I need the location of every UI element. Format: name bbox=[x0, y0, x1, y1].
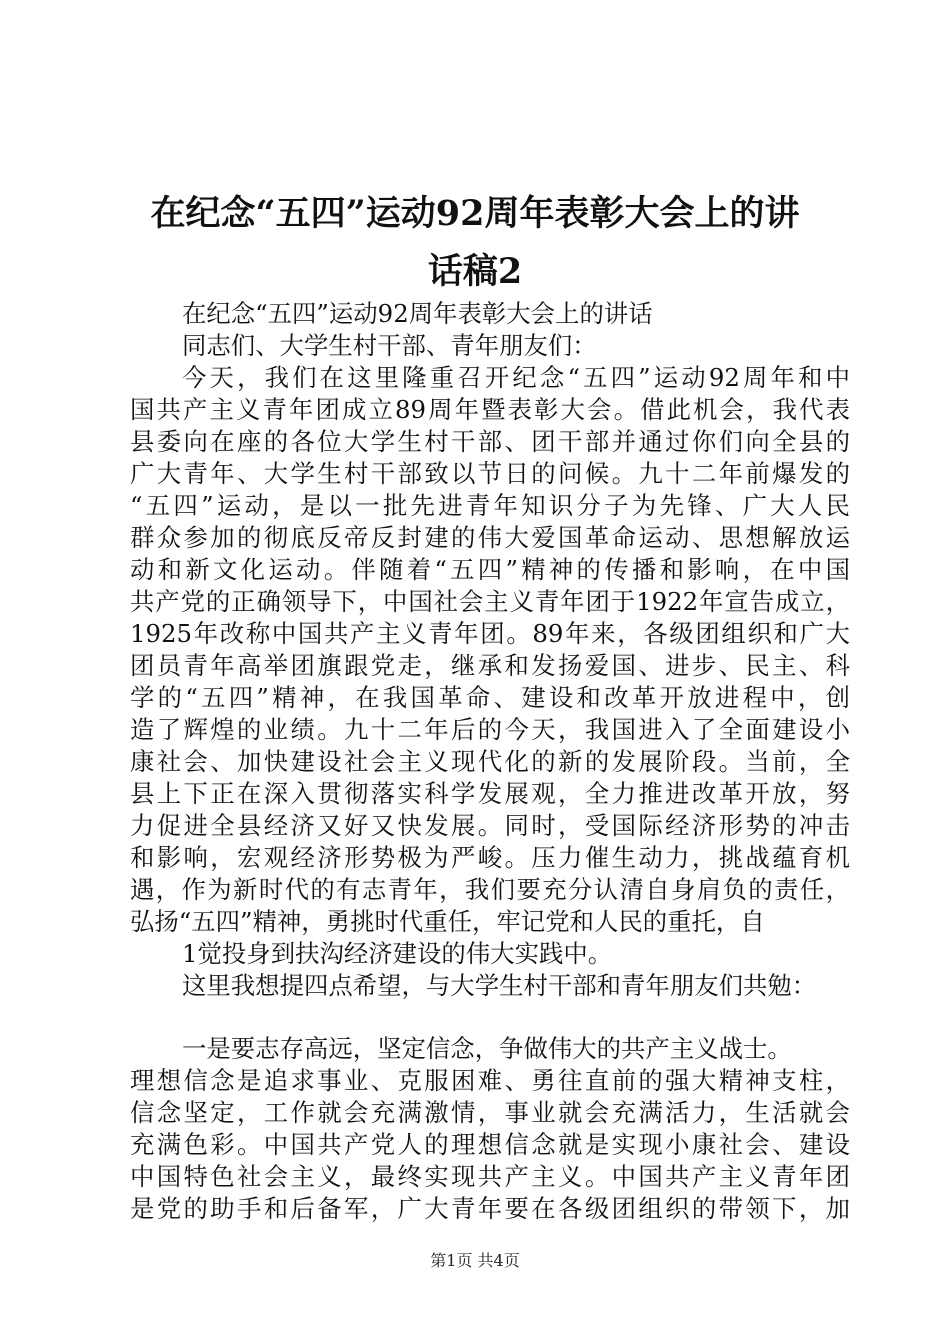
body-line: “五四”运动，是以一批先进青年知识分子为先锋、广大人民 bbox=[130, 491, 850, 520]
body-line: 动和新文化运动。伴随着“五四”精神的传播和影响，在中国 bbox=[130, 555, 850, 584]
body-line: 和影响，宏观经济形势极为严峻。压力催生动力，挑战蕴育机 bbox=[130, 843, 850, 872]
body-line: 县上下正在深入贯彻落实科学发展观，全力推进改革开放，努 bbox=[130, 779, 850, 808]
document-title-line-1: 在纪念“五四”运动92周年表彰大会上的讲 bbox=[150, 193, 800, 234]
body-line: 理想信念是追求事业、克服困难、勇往直前的强大精神支柱， bbox=[130, 1066, 850, 1095]
body-line: 力促进全县经济又好又快发展。同时，受国际经济形势的冲击 bbox=[130, 811, 850, 840]
body-line: 这里我想提四点希望，与大学生村干部和青年朋友们共勉： bbox=[182, 971, 817, 1000]
paragraph-gap bbox=[130, 1002, 850, 1033]
document-body bbox=[130, 298, 850, 1225]
body-line: 1觉投身到扶沟经济建设的伟大实践中。 bbox=[182, 939, 613, 968]
body-line: 广大青年、大学生村干部致以节日的问候。九十二年前爆发的 bbox=[130, 459, 850, 488]
body-line: 中国特色社会主义，最终实现共产主义。中国共产主义青年团 bbox=[130, 1162, 850, 1191]
body-line: 造了辉煌的业绩。九十二年后的今天，我国进入了全面建设小 bbox=[130, 715, 850, 744]
body-line: 一是要志存高远，坚定信念，争做伟大的共产主义战士。 bbox=[182, 1034, 792, 1063]
body-line: 是党的助手和后备军，广大青年要在各级团组织的带领下，加 bbox=[130, 1194, 850, 1223]
body-line: 弘扬“五四”精神，勇挑时代重任，牢记党和人民的重托，自 bbox=[130, 907, 765, 936]
document-title-line-2: 话稿2 bbox=[427, 251, 523, 292]
subtitle-line: 在纪念“五四”运动92周年表彰大会上的讲话 bbox=[182, 299, 653, 328]
body-line: 康社会、加快建设社会主义现代化的新的发展阶段。当前，全 bbox=[130, 747, 850, 776]
body-line: 充满色彩。中国共产党人的理想信念就是实现小康社会、建设 bbox=[130, 1130, 850, 1159]
body-line: 国共产主义青年团成立89周年暨表彰大会。借此机会，我代表 bbox=[130, 395, 850, 424]
page-footer: 第1页 共4页 bbox=[430, 1251, 520, 1270]
body-line: 信念坚定，工作就会充满激情，事业就会充满活力，生活就会 bbox=[130, 1098, 850, 1127]
body-line: 遇，作为新时代的有志青年，我们要充分认清自身肩负的责任， bbox=[130, 875, 850, 904]
body-line: 县委向在座的各位大学生村干部、团干部并通过你们向全县的 bbox=[130, 427, 850, 456]
body-line: 共产党的正确领导下，中国社会主义青年团于1922年宣告成立， bbox=[130, 587, 850, 616]
salutation-line: 同志们、大学生村干部、青年朋友们： bbox=[182, 331, 597, 360]
body-line: 1925年改称中国共产主义青年团。89年来，各级团组织和广大 bbox=[130, 619, 850, 648]
body-line: 学的“五四”精神，在我国革命、建设和改革开放进程中，创 bbox=[130, 683, 850, 712]
body-line: 今天，我们在这里隆重召开纪念“五四”运动92周年和中 bbox=[182, 363, 850, 392]
body-line: 团员青年高举团旗跟党走，继承和发扬爱国、进步、民主、科 bbox=[130, 651, 850, 680]
body-line: 群众参加的彻底反帝反封建的伟大爱国革命运动、思想解放运 bbox=[130, 523, 850, 552]
